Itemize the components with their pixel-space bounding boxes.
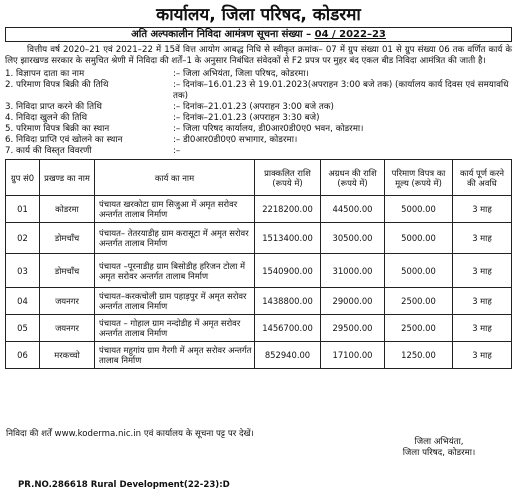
cell-group: 02 bbox=[6, 223, 40, 254]
cell-earnest: 29000.00 bbox=[321, 288, 385, 315]
detail-value: :– दिनांक–21.01.23 (अपराहन 3:30 बजे) bbox=[173, 113, 320, 123]
detail-label: 5. परिमाण विपत्र बिक्री का स्थान bbox=[5, 124, 110, 134]
cell-work: पंचायत खरकोटा ग्राम सिजुआ में अमृत सरोवर अन्तर्गत तालाब निर्माण bbox=[95, 196, 255, 223]
cell-block: मरकच्चो bbox=[40, 342, 95, 369]
table-row bbox=[6, 254, 512, 288]
cell-work: पंचायत – गोहाल ग्राम नन्दोडीह में अमृत सरोवर अन्तर्गत तालाब निर्माण bbox=[95, 315, 255, 342]
cell-duration: 3 माह bbox=[453, 315, 512, 342]
cell-bill-cost: 2500.00 bbox=[385, 315, 453, 342]
intro-paragraph bbox=[5, 45, 512, 67]
cell-duration: 3 माह bbox=[453, 196, 512, 223]
cell-bill-cost: 1250.00 bbox=[385, 342, 453, 369]
cell-estimate: 852940.00 bbox=[255, 342, 321, 369]
cell-duration: 3 माह bbox=[453, 288, 512, 315]
details-list bbox=[5, 69, 512, 157]
detail-label: 4. निविदा खुलने की तिथि bbox=[5, 113, 88, 123]
detail-label: 2. परिमाण विपत्र बिक्री की तिथि bbox=[5, 80, 109, 90]
cell-bill-cost: 5000.00 bbox=[385, 223, 453, 254]
cell-block: डोमचाँच bbox=[40, 254, 95, 288]
cell-block: कोडरमा bbox=[40, 196, 95, 223]
detail-row bbox=[5, 69, 512, 80]
intro-text: वित्तीय वर्ष 2020–21 एवं 2021–22 में 15वें वित्त आयोग आबद्ध निधि से स्वीकृत क्रमांक– 07 में ग्रुप संख्या 01 से ग्रुप संख्या 06 तक वर्णित कार्य के लिए झारखण्ड सरकार के समुचित श्रेणी में निविदा की शर्तें–1 के अनुसार निबंधित संवेदकों से F2 प्रपत्र पर मुहर बंद एकल बीड निविदा आमंत्रित की जाती है। bbox=[5, 45, 512, 66]
col-header-work: कार्य का नाम bbox=[95, 160, 255, 196]
cell-earnest: 17100.00 bbox=[321, 342, 385, 369]
detail-value: :– दिनांक–21.01.23 (अपराहन 3:00 बजे तक) bbox=[173, 102, 334, 112]
office-title: कार्यालय, जिला परिषद, कोडरमा bbox=[156, 5, 361, 25]
detail-row bbox=[5, 146, 512, 157]
detail-label: 6. निविदा प्राप्ति एवं खोलने का स्थान bbox=[5, 135, 123, 145]
detail-row bbox=[5, 102, 512, 113]
cell-group: 05 bbox=[6, 315, 40, 342]
table-row bbox=[6, 223, 512, 254]
cell-duration: 3 माह bbox=[453, 254, 512, 288]
cell-estimate: 1456700.00 bbox=[255, 315, 321, 342]
cell-bill-cost: 5000.00 bbox=[385, 196, 453, 223]
cell-earnest: 44500.00 bbox=[321, 196, 385, 223]
cell-group: 03 bbox=[6, 254, 40, 288]
col-header-duration: कार्य पूर्ण करने की अवधि bbox=[453, 160, 512, 196]
cell-estimate: 1513400.00 bbox=[255, 223, 321, 254]
cell-block: जयनगर bbox=[40, 288, 95, 315]
signature-block bbox=[379, 437, 499, 459]
cell-earnest: 30500.00 bbox=[321, 223, 385, 254]
cell-earnest: 29500.00 bbox=[321, 315, 385, 342]
cell-estimate: 1540900.00 bbox=[255, 254, 321, 288]
cell-work: पंचायत महुगांय ग्राम गैरगी में अमृत सरोवर अन्तर्गत तालाब निर्माण bbox=[95, 342, 255, 369]
detail-row bbox=[5, 124, 512, 135]
cell-estimate: 2218200.00 bbox=[255, 196, 321, 223]
cell-bill-cost: 5000.00 bbox=[385, 254, 453, 288]
detail-row bbox=[5, 135, 512, 146]
cell-earnest: 31000.00 bbox=[321, 254, 385, 288]
col-header-group: ग्रुप सं0 bbox=[6, 160, 40, 196]
cell-block: जयनगर bbox=[40, 315, 95, 342]
col-header-block: प्रखण्ड का नाम bbox=[40, 160, 95, 196]
detail-label: 3. निविदा प्राप्त करने की तिथि bbox=[5, 102, 102, 112]
detail-label: 7. कार्य की विस्तृत विवरणी bbox=[5, 146, 92, 156]
cell-group: 06 bbox=[6, 342, 40, 369]
cell-group: 04 bbox=[6, 288, 40, 315]
notice-number: 04 / 2022–23 bbox=[314, 29, 386, 40]
pr-number: PR.NO.286618 Rural Development(22-23):D bbox=[18, 480, 230, 490]
cell-estimate: 1438800.00 bbox=[255, 288, 321, 315]
detail-value: :– जिला परिषद कार्यालय, डी0आर0डी0ए0 भवन, कोडरमा। bbox=[173, 124, 364, 134]
cell-group: 01 bbox=[6, 196, 40, 223]
notice-prefix: अति अल्पकालीन निविदा आमंत्रण सूचना संख्या – bbox=[131, 29, 312, 40]
cell-work: पंचायत– तेतरयाडीह ग्राम करासूटा में अमृत सरोवर अन्तर्गत तालाब निर्माण bbox=[95, 223, 255, 254]
col-header-estimate: प्राक्कलित राशि (रूपये में) bbox=[255, 160, 321, 196]
signatory-office: जिला परिषद, कोडरमा। bbox=[402, 448, 476, 458]
table-row bbox=[6, 288, 512, 315]
table-header-row bbox=[6, 160, 512, 196]
detail-row bbox=[5, 113, 512, 124]
cell-block: डोमचाँच bbox=[40, 223, 95, 254]
cell-duration: 3 माह bbox=[453, 223, 512, 254]
detail-value: :– दिनांक–16.01.23 से 19.01.2023(अपराहन 3:00 बजे तक) (कार्यालय कार्य दिवस एवं समयावधि तक) bbox=[173, 80, 509, 101]
detail-label: 1. विज्ञापन दाता का नाम bbox=[5, 69, 85, 79]
col-header-bill-cost: परिमाण विपत्र का मूल्य (रूपये में) bbox=[385, 160, 453, 196]
detail-row bbox=[5, 80, 512, 102]
detail-value: :– डी0आर0डी0ए0 सभागार, कोडरमा। bbox=[173, 135, 298, 145]
col-header-earnest: अग्रधन की राशि (रूपये में) bbox=[321, 160, 385, 196]
table-row bbox=[6, 196, 512, 223]
signatory-title: जिला अभियंता, bbox=[414, 437, 464, 447]
cell-bill-cost: 2500.00 bbox=[385, 288, 453, 315]
detail-value: :– जिला अभियंता, जिला परिषद, कोडरमा। bbox=[173, 69, 309, 79]
cell-duration: 3 माह bbox=[453, 342, 512, 369]
works-table bbox=[5, 159, 512, 369]
table-row bbox=[6, 342, 512, 369]
notice-heading bbox=[5, 27, 512, 42]
table-row bbox=[6, 315, 512, 342]
detail-value: :– bbox=[173, 146, 181, 156]
cell-work: पंचायत –पूरनाडीह ग्राम बिसोडीह हरिजन टोला में अमृत सरोवर अन्तर्गत तालाब निर्माण bbox=[95, 254, 255, 288]
terms-note: निविदा की शर्तें www.koderma.nic.in एवं कार्यालय के सूचना पट्ट पर देखें। bbox=[6, 429, 254, 439]
cell-work: पंचायत–करकचोली ग्राम पहाड़पुर में अमृत सरोवर अन्तर्गत तालाब निर्माण bbox=[95, 288, 255, 315]
